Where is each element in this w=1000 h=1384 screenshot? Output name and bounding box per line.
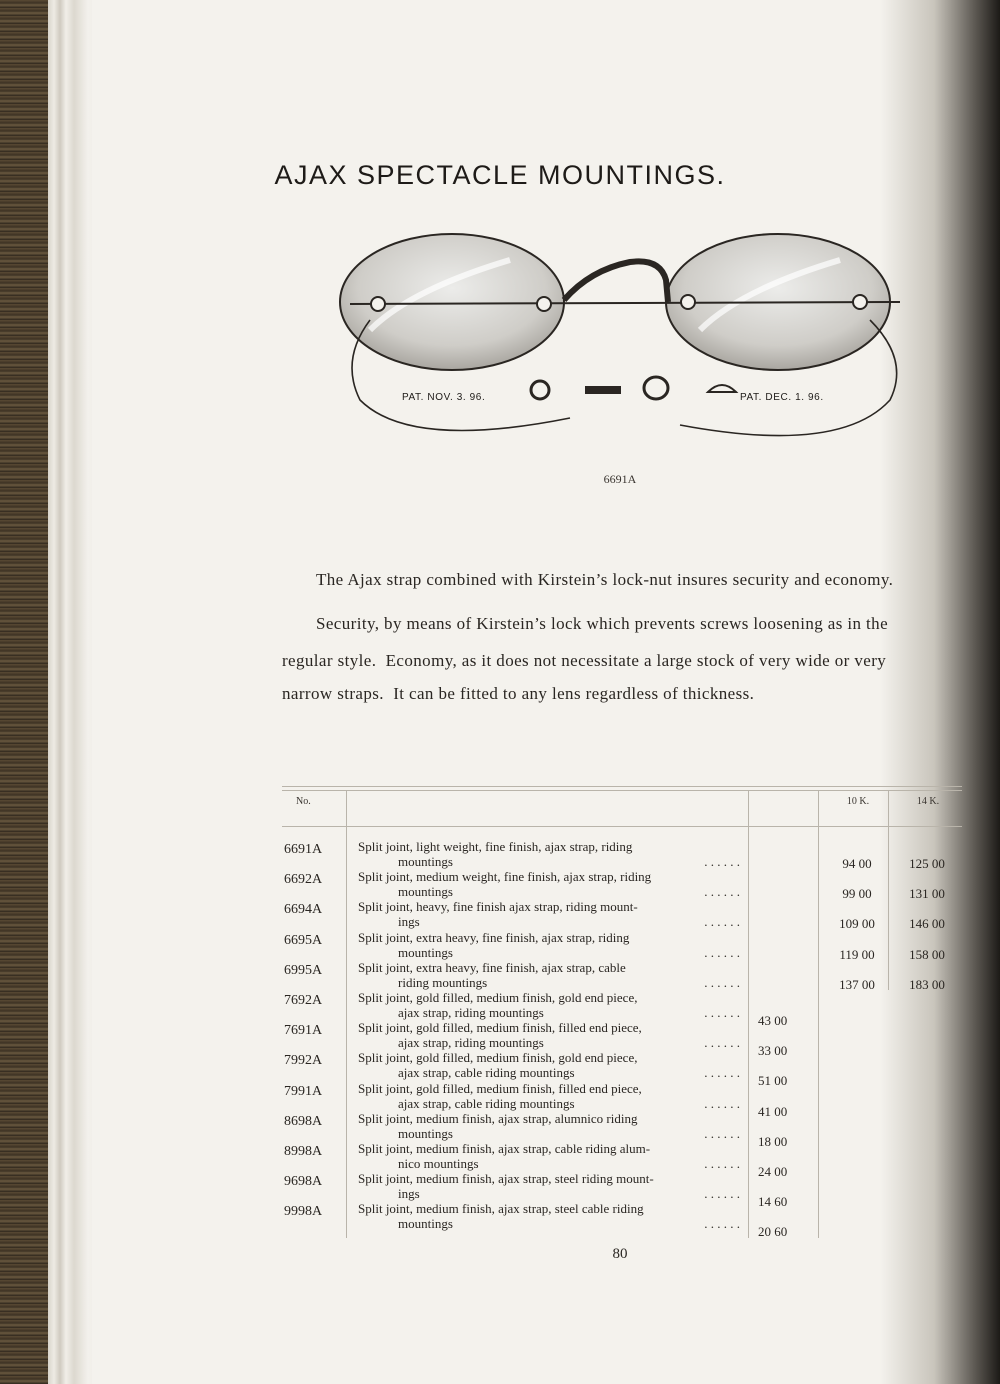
description-line-1: Split joint, gold filled, medium finish, gold end piece,	[358, 990, 638, 1005]
description-line-1: Split joint, medium finish, ajax strap, steel riding mount-	[358, 1171, 654, 1187]
patent-right: PAT. DEC. 1. 96.	[740, 392, 824, 403]
description-line-1: Split joint, gold filled, medium finish, filled end piece,	[358, 1080, 642, 1096]
description-line-2: mountings	[398, 854, 453, 869]
item-number: 7692A	[284, 993, 323, 1008]
item-number: 8698A	[284, 1113, 323, 1129]
price-14k: 131 00	[909, 886, 945, 902]
paragraph-2-line-2: regular style. Economy, as it does not necessitate a large stock of very wide or very	[282, 651, 887, 670]
description-line-1: Split joint, gold filled, medium finish, filled end piece,	[358, 1020, 642, 1036]
leader-dots: . . . . . .	[704, 1186, 740, 1202]
header-10k: 10 K.	[846, 796, 870, 807]
figure-caption: 6691A	[603, 472, 637, 486]
leader-dots: . . . . . .	[704, 1156, 740, 1171]
page-number: 80	[612, 1246, 628, 1262]
price-plain: 24 00	[758, 1164, 788, 1179]
spectacle-mounting-illustration	[330, 220, 920, 470]
item-number: 6692A	[284, 872, 323, 888]
item-number: 7992A	[284, 1053, 323, 1069]
leader-dots: . . . . . .	[704, 884, 740, 900]
description-line-1: Split joint, medium weight, fine finish, ajax strap, riding	[358, 869, 652, 885]
table-header-rule	[282, 826, 962, 827]
item-number: 6995A	[284, 962, 323, 978]
paragraph-2-line-3: narrow straps. It can be fitted to any lens regardless of thickness.	[282, 684, 755, 703]
table-top-rule	[282, 786, 962, 787]
patent-left: PAT. NOV. 3. 96.	[402, 392, 486, 403]
price-plain: 41 00	[758, 1103, 788, 1119]
leader-dots: . . . . . .	[704, 1005, 740, 1020]
leader-dots: . . . . . .	[704, 1065, 740, 1081]
description-line-1: Split joint, medium finish, ajax strap, cable riding alum-	[358, 1141, 651, 1156]
item-number: 7691A	[284, 1023, 323, 1039]
description-line-2: ajax strap, cable riding mountings	[398, 1065, 575, 1081]
leader-dots: . . . . . .	[704, 974, 740, 990]
leader-dots: . . . . . .	[704, 1216, 740, 1232]
price-plain: 14 60	[758, 1194, 788, 1210]
price-plain: 18 00	[758, 1133, 788, 1149]
paragraph-2-line-1: Security, by means of Kirstein’s lock which prevents screws loosening as in the	[316, 614, 889, 633]
description-line-2: ajax strap, riding mountings	[398, 1035, 544, 1051]
table-row	[282, 898, 962, 932]
leader-dots: . . . . . .	[704, 854, 740, 869]
item-number: 9698A	[284, 1174, 323, 1190]
table-row	[282, 1200, 962, 1240]
item-number: 6691A	[284, 842, 323, 857]
description-line-1: Split joint, medium finish, ajax strap, alumnico riding	[358, 1110, 638, 1126]
item-number: 7991A	[284, 1083, 323, 1099]
leader-dots: . . . . . .	[704, 914, 740, 930]
paragraph-1: The Ajax strap combined with Kirstein’s lock-nut insures security and economy.	[316, 570, 894, 589]
description-line-2: mountings	[398, 1125, 453, 1141]
description-line-1: Split joint, extra heavy, fine finish, ajax strap, cable	[358, 959, 626, 975]
price-plain: 51 00	[758, 1073, 788, 1089]
item-number: 6695A	[284, 932, 323, 948]
price-10k: 137 00	[839, 976, 875, 992]
description-line-2: riding mountings	[398, 974, 488, 990]
description-line-2: ings	[398, 1186, 420, 1202]
header-14k: 14 K.	[916, 796, 940, 807]
description-line-2: ajax strap, riding mountings	[398, 1005, 544, 1020]
description-line-1: Split joint, heavy, fine finish ajax strap, riding mount-	[358, 899, 638, 915]
table-row	[282, 868, 962, 902]
price-14k: 158 00	[909, 946, 945, 962]
page-title: AJAX SPECTACLE MOUNTINGS.	[274, 160, 726, 190]
price-10k: 109 00	[839, 916, 875, 932]
leader-dots: . . . . . .	[704, 1095, 740, 1111]
table-top-rule-2	[282, 790, 962, 791]
description-line-1: Split joint, extra heavy, fine finish, ajax strap, riding	[358, 929, 630, 945]
item-number: 6694A	[284, 902, 323, 918]
price-10k: 119 00	[839, 946, 875, 962]
price-14k: 146 00	[909, 916, 945, 932]
description-line-2: mountings	[398, 944, 453, 960]
price-10k: 94 00	[842, 856, 872, 871]
description-line-1: Split joint, gold filled, medium finish, gold end piece,	[358, 1050, 638, 1066]
lock-nut-parts	[531, 377, 736, 399]
description-line-1: Split joint, medium finish, ajax strap, steel cable riding	[358, 1201, 644, 1217]
description-line-2: nico mountings	[398, 1156, 479, 1171]
table-row	[282, 959, 962, 990]
price-plain: 33 00	[758, 1043, 788, 1059]
price-14k: 183 00	[909, 976, 945, 992]
leader-dots: . . . . . .	[704, 1035, 740, 1051]
price-10k: 99 00	[842, 886, 872, 902]
leader-dots: . . . . . .	[704, 1125, 740, 1141]
price-plain: 20 60	[758, 1224, 788, 1240]
description-line-2: mountings	[398, 884, 453, 900]
item-number: 8998A	[284, 1144, 323, 1159]
description-line-2: ajax strap, cable riding mountings	[398, 1095, 575, 1111]
description-line-1: Split joint, light weight, fine finish, ajax strap, riding	[358, 839, 633, 854]
leader-dots: . . . . . .	[704, 944, 740, 960]
nose-bridge	[564, 261, 668, 302]
price-plain: 43 00	[758, 1013, 788, 1028]
description-line-2: ings	[398, 914, 420, 930]
table-row	[282, 929, 962, 960]
header-no: No.	[296, 796, 311, 807]
price-14k: 125 00	[909, 856, 945, 871]
description-line-2: mountings	[398, 1216, 453, 1232]
table-row	[282, 838, 962, 869]
item-number: 9998A	[284, 1204, 323, 1220]
